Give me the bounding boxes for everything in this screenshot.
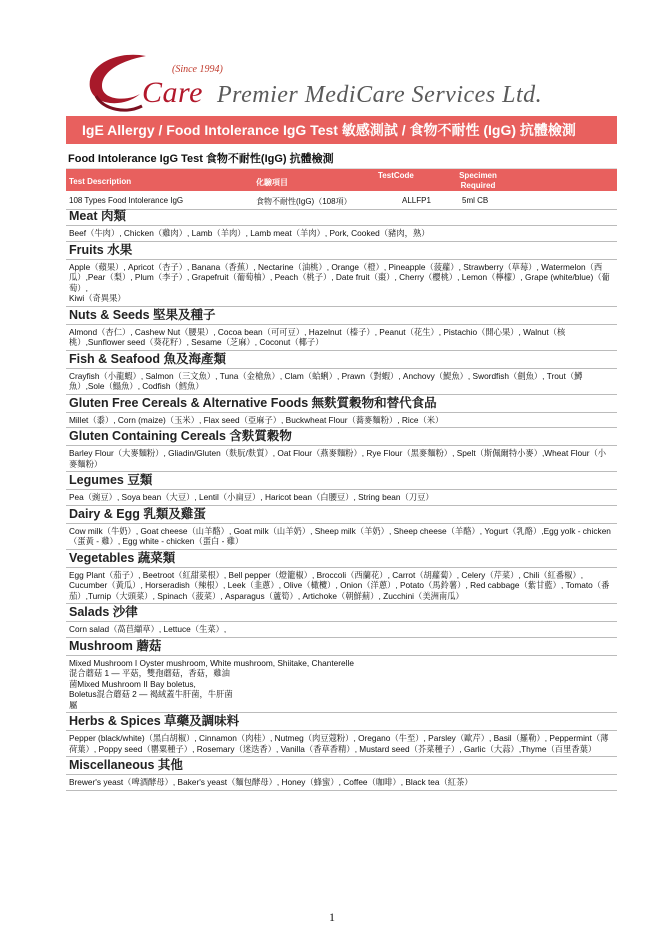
section-items: Pepper (black/white)（黑白胡椒）, Cinnamon（肉桂）, Nutmeg（肉豆蔻粉）, Oregano（牛至）, Parsley（歐芹）, Basil（羅勒）, Peppermint（薄荷葉）, Poppy seed（罌粟種子）, Rosemary（迷迭香）, Vanilla（香草香精）, Mustard seed（芥菜種子）, Garlic（大蒜）,Thyme（百里香葉） (66, 731, 617, 757)
section-items: Millet（黍）, Corn (maize)（玉米）, Flax seed（亞麻子）, Buckwheat Flour（蕎麥麵粉）, Rice（米） (66, 413, 617, 429)
header-code: TestCode (378, 171, 414, 180)
header-description: Test Description (69, 177, 132, 186)
section-title: Dairy & Egg 乳類及雞蛋 (66, 506, 617, 524)
section-items: Apple（蘋果）, Apricot（杏子）, Banana（香蕉）, Nectarine（油桃）, Orange（橙）, Pineapple（菠蘿）, Strawberry（草莓）, Watermelon（西瓜）,Pear（梨）, Plum（李子）, Grapefruit（葡萄柚）, Peach（桃子）, Date fruit（棗）, Cherry（櫻桃）, Lemon（檸檬）, Grape (white/blue)（葡萄）, Kiwi（奇異果） (66, 260, 617, 307)
section-mushroom (66, 638, 617, 714)
section-fruits (66, 242, 617, 307)
section-salads (66, 604, 617, 638)
section-title: Vegetables 蔬菜類 (66, 550, 617, 568)
section-title: Meat 肉類 (66, 208, 617, 226)
section-title: Herbs & Spices 草藥及調味料 (66, 713, 617, 731)
logo-text: Care (142, 76, 203, 109)
test-table-header (66, 169, 617, 191)
section-title: Miscellaneous 其他 (66, 757, 617, 775)
section-legumes (66, 472, 617, 506)
test-table-title: Food Intolerance IgG Test 食物不耐性(IgG) 抗體檢測 (66, 150, 617, 169)
section-items: Corn salad（萵苣纈草）, Lettuce（生菜）, (66, 622, 617, 638)
header-specimen: Specimen Required (459, 171, 497, 190)
section-items: Pea（豌豆）, Soya bean（大豆）, Lentil（小扁豆）, Haricot bean（白腰豆）, String bean（刀豆） (66, 490, 617, 506)
section-title: Gluten Free Cereals & Alternative Foods 無麩質穀物和替代食品 (66, 395, 617, 413)
section-herbs-spices (66, 713, 617, 757)
section-items: Beef（牛肉）, Chicken（雞肉）, Lamb（羊肉）, Lamb meat（羊肉）, Pork, Cooked（豬肉，熟） (66, 226, 617, 242)
section-items: Crayfish（小龍蝦）, Salmon（三文魚）, Tuna（金槍魚）, Clam（蛤蜊）, Prawn（對蝦）, Anchovy（鯷魚）, Swordfish（劍魚）, Trout（鱒魚）,Sole（鰨魚）, Codfish（鱈魚） (66, 369, 617, 395)
test-table (66, 150, 617, 210)
row-description: 108 Types Food Intolerance IgG (69, 196, 184, 205)
section-items: Mixed Mushroom I Oyster mushroom, White mushroom, Shiitake, Chanterelle 混合蘑菇 1 — 平菇，雙孢蘑菇，香菇，雞油 菌Mixed Mushroom II Bay boletus, Boletus混合蘑菇 2 — 褐絨蓋牛肝菌，牛肝菌 屬 (66, 656, 617, 714)
company-name: Premier MediCare Services Ltd. (217, 82, 543, 108)
row-code: ALLFP1 (402, 196, 431, 205)
food-sections (66, 208, 617, 791)
page-title: IgE Allergy / Food Intolerance IgG Test 敏感測試 / 食物不耐性 (IgG) 抗體檢測 (66, 116, 617, 144)
section-gluten-free (66, 395, 617, 429)
section-title: Nuts & Seeds 堅果及種子 (66, 307, 617, 325)
section-dairy-egg (66, 506, 617, 550)
row-specimen: 5ml CB (462, 196, 489, 205)
section-title: Salads 沙律 (66, 604, 617, 622)
section-title: Legumes 豆類 (66, 472, 617, 490)
section-nuts-seeds (66, 307, 617, 351)
header-chinese: 化驗項目 (256, 178, 288, 187)
section-miscellaneous (66, 757, 617, 791)
section-title: Gluten Containing Cereals 含麩質穀物 (66, 428, 617, 446)
section-title: Fish & Seafood 魚及海產類 (66, 351, 617, 369)
section-items: Egg Plant（茄子）, Beetroot（紅甜菜根）, Bell pepper（燈籠椒）, Broccoli（西蘭花）, Carrot（胡蘿蔔）, Celery（芹菜）, Chili（紅番椒）, Cucumber（黃瓜）, Horseradish（辣根）, Leek（韭蔥）, Olive（橄欖）, Onion（洋蔥）, Potato（馬鈴薯）, Red cabbage（紫甘藍）, Tomato（番茄）,Turnip（大頭菜）, Spinach（菠菜）, Asparagus（蘆筍）, Artichoke（朝鮮薊）, Zucchini（美洲南瓜） (66, 568, 617, 605)
section-vegetables (66, 550, 617, 605)
section-items: Cow milk（牛奶）, Goat cheese（山羊酪）, Goat milk（山羊奶）, Sheep milk（羊奶）, Sheep cheese（羊酪）, Yogurt（乳酪）,Egg yolk - chicken（蛋黃 - 雞）, Egg white - chicken（蛋白 - 雞） (66, 524, 617, 550)
section-items: Barley Flour（大麥麵粉）, Gliadin/Gluten（麩朊/麩質）, Oat Flour（燕麥麵粉）, Rye Flour（黑麥麵粉）, Spelt（斯佩爾特小麥）,Wheat Flour（小麥麵粉） (66, 446, 617, 472)
section-items: Brewer's yeast（啤酒酵母）, Baker's yeast（麵包酵母）, Honey（蜂蜜）, Coffee（咖啡）, Black tea（紅茶） (66, 775, 617, 791)
row-chinese: 食物不耐性(IgG)（108項） (256, 197, 352, 206)
page-number: 1 (329, 910, 335, 924)
section-title: Fruits 水果 (66, 242, 617, 260)
section-meat (66, 208, 617, 242)
section-title: Mushroom 蘑菇 (66, 638, 617, 656)
section-gluten-containing (66, 428, 617, 472)
section-items: Almond（杏仁）, Cashew Nut（腰果）, Cocoa bean（可可豆）, Hazelnut（榛子）, Peanut（花生）, Pistachio（開心果）, Walnut（核桃）,Sunflower seed（葵花籽）, Sesame（芝麻）, Coconut（椰子） (66, 325, 617, 351)
since-label: (Since 1994) (172, 64, 223, 75)
section-fish-seafood (66, 351, 617, 395)
